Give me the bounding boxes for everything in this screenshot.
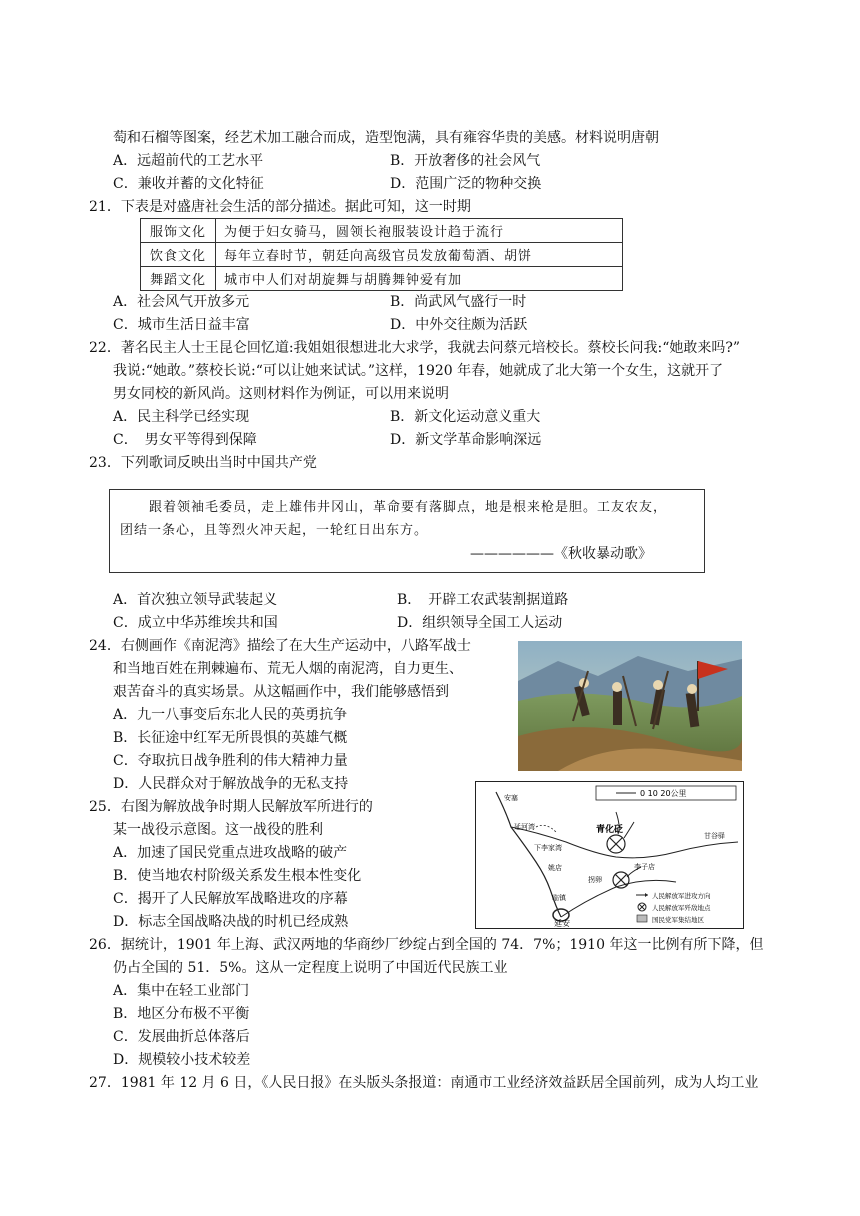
q23-option-d[interactable]: D．组织领导全国工人运动 [397, 615, 563, 631]
q24-option-a[interactable]: A．九一八事变后东北人民的英勇抗争 [113, 707, 348, 723]
map-place: 姚店 [548, 864, 562, 872]
q24-option-c[interactable]: C．夺取抗日战争胜利的伟大精神力量 [113, 753, 348, 769]
q22-option-a[interactable]: A．民主科学已经实现 [113, 409, 250, 425]
table-cell-value: 每年立春时节，朝廷向高级官员发放葡萄酒、胡饼 [216, 243, 623, 267]
map-place: 延安 [554, 919, 570, 928]
q22-stem-line3: 男女同校的新风尚。这则材料作为例证，可以用来说明 [113, 386, 449, 402]
q22-stem-line1: 22．著名民主人士王昆仑回忆道:我姐姐很想进北大求学，我就去问蔡元培校长。蔡校长问我:“她敢来吗?” [89, 340, 741, 356]
map-place: 拐卵 [588, 876, 602, 884]
map-legend-item: 国民党军集结地区 [652, 916, 704, 924]
q26-stem-line2: 仍占全国的 51．5%。这从一定程度上说明了中国近代民族工业 [113, 960, 508, 976]
q26-option-a[interactable]: A．集中在轻工业部门 [113, 983, 250, 999]
map-place: 临镇 [552, 894, 566, 902]
q21-option-d[interactable]: D．中外交往颇为活跃 [390, 317, 528, 333]
q23-option-c[interactable]: C．成立中华苏维埃共和国 [113, 615, 278, 631]
q21-option-b[interactable]: B．尚武风气盛行一时 [390, 294, 527, 310]
map-place: 延河湾 [514, 823, 535, 831]
q23-song-source: ——————《秋收暴动歌》 [470, 546, 652, 562]
battle-map [475, 781, 744, 929]
q23-song-line1: 跟着领袖毛委员，走上雄伟井冈山，革命要有落脚点，地是根来枪是胆。工友农友， [149, 500, 668, 515]
table-cell-key: 舞蹈文化 [141, 267, 216, 291]
q25-option-d[interactable]: D．标志全国战略决战的时机已经成熟 [113, 914, 349, 930]
q25-stem-line2: 某一战役示意图。这一战役的胜利 [113, 822, 323, 838]
q23-song-line2: 团结一条心，且等烈火冲天起，一轮红日出东方。 [120, 523, 429, 538]
table-cell-value: 城市中人们对胡旋舞与胡腾舞钟爱有加 [216, 267, 623, 291]
q26-option-d[interactable]: D．规模较小技术较差 [113, 1052, 251, 1068]
q24-option-d[interactable]: D．人民群众对于解放战争的无私支持 [113, 776, 349, 792]
table-row [141, 219, 623, 243]
map-place: 李子店 [634, 863, 655, 871]
q23-option-b[interactable]: B． 开辟工农武装割据道路 [397, 592, 569, 608]
q21-option-a[interactable]: A．社会风气开放多元 [113, 294, 250, 310]
q20-option-c[interactable]: C．兼收并蓄的文化特征 [113, 176, 264, 192]
map-place: 青化砭 [596, 825, 624, 835]
q22-option-c[interactable]: C． 男女平等得到保障 [113, 432, 257, 448]
q22-stem-line2: 我说:“她敢。”蔡校长说:“可以让她来试试。”这样，1920 年春，她就成了北大第一个女生，这就开了 [113, 363, 724, 379]
q20-option-a[interactable]: A．远超前代的工艺水平 [113, 153, 264, 169]
q21-table [140, 218, 623, 291]
map-legend-item: 人民解放军进攻方向 [652, 892, 711, 900]
q20-stem-continuation: 萄和石榴等图案，经艺术加工融合而成，造型饱满，具有雍容华贵的美感。材料说明唐朝 [113, 130, 659, 146]
q27-stem-line1: 27．1981 年 12 月 6 日，《人民日报》在头版头条报道：南通市工业经济效益跃居全国前列，成为人均工业 [89, 1075, 759, 1091]
q23-stem: 23．下列歌词反映出当时中国共产党 [89, 455, 317, 471]
map-place: 安塞 [504, 794, 518, 802]
table-cell-value: 为便于妇女骑马，圆领长袍服装设计趋于流行 [216, 219, 623, 243]
q21-option-c[interactable]: C．城市生活日益丰富 [113, 317, 250, 333]
table-cell-key: 服饰文化 [141, 219, 216, 243]
q20-option-d[interactable]: D．范围广泛的物种交换 [390, 176, 542, 192]
table-cell-key: 饮食文化 [141, 243, 216, 267]
q26-option-b[interactable]: B．地区分布极不平衡 [113, 1006, 250, 1022]
map-legend-item: 人民解放军歼敌地点 [652, 904, 711, 912]
map-place: 甘谷驿 [704, 832, 725, 840]
q25-stem-line1: 25．右图为解放战争时期人民解放军所进行的 [89, 799, 373, 815]
q26-option-c[interactable]: C．发展曲折总体落后 [113, 1029, 250, 1045]
map-scale: 0 10 20公里 [640, 789, 687, 798]
table-row [141, 267, 623, 291]
table-row [141, 243, 623, 267]
q25-option-a[interactable]: A．加速了国民党重点进攻战略的破产 [113, 845, 348, 861]
q26-stem-line1: 26．据统计，1901 年上海、武汉两地的华商纱厂纱绽占到全国的 74．7%；1910 年这一比例有所下降，但 [89, 937, 764, 953]
q25-option-c[interactable]: C．揭开了人民解放军战略进攻的序幕 [113, 891, 348, 907]
q22-option-b[interactable]: B．新文化运动意义重大 [390, 409, 541, 425]
q24-stem-line2: 和当地百姓在荆棘遍布、荒无人烟的南泥湾，自力更生、 [113, 661, 463, 677]
q25-option-b[interactable]: B．使当地农村阶级关系发生根本性变化 [113, 868, 362, 884]
map-place: 下李家湾 [534, 844, 562, 852]
q24-stem-line1: 24．右侧画作《南泥湾》描绘了在大生产运动中，八路军战士 [89, 638, 471, 654]
q24-option-b[interactable]: B．长征途中红军无所畏惧的英雄气概 [113, 730, 348, 746]
q22-option-d[interactable]: D．新文学革命影响深远 [390, 432, 542, 448]
q20-option-b[interactable]: B．开放奢侈的社会风气 [390, 153, 541, 169]
q21-stem: 21．下表是对盛唐社会生活的部分描述。据此可知，这一时期 [89, 199, 471, 215]
nanniwan-painting [518, 641, 742, 771]
q24-stem-line3: 艰苦奋斗的真实场景。从这幅画作中，我们能够感悟到 [113, 684, 449, 700]
q23-option-a[interactable]: A．首次独立领导武装起义 [113, 592, 278, 608]
